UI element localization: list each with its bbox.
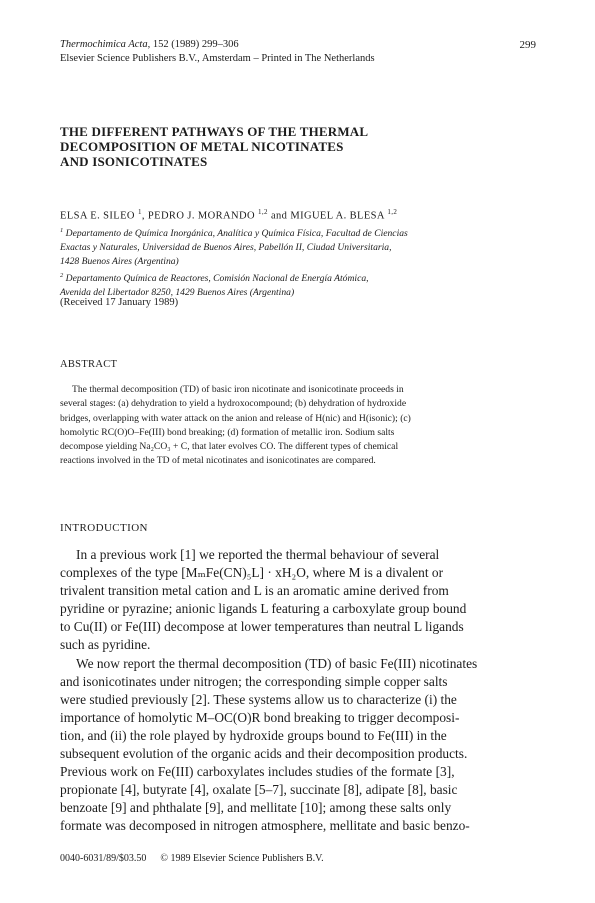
affiliation-text: Departamento Química de Reactores, Comisión Nacional de Energía Atómica, — [63, 273, 369, 285]
affiliation-line — [60, 224, 542, 241]
author-name: and MIGUEL A. BLESA — [267, 210, 385, 222]
abstract-text — [60, 383, 540, 469]
body-line: Previous work on Fe(III) carboxylates includes studies of the formate [3], — [60, 764, 455, 780]
page-number: 299 — [519, 39, 536, 51]
author-affiliation-mark: 1,2 — [257, 208, 268, 216]
author-list — [60, 208, 397, 222]
author-name: ELSA E. SILEO — [60, 210, 135, 222]
body-line: benzoate [9] and phthalate [9], and mellitate [10]; among these salts only — [60, 800, 452, 816]
affiliation-line: 1428 Buenos Aires (Argentina) — [60, 256, 179, 268]
issn-price-code: 0040-6031/89/$03.50 — [60, 853, 147, 864]
article-title — [60, 124, 540, 169]
body-line: were studied previously [2]. These systems allow us to characterize (i) the — [60, 691, 457, 707]
body-line: subsequent evolution of the organic acids and their decomposition products. — [60, 746, 468, 762]
page-header — [60, 38, 536, 66]
body-line: trivalent transition metal cation and L is an aromatic amine derived from — [60, 583, 449, 599]
body-line: pyridine or pyrazine; anionic ligands L featuring a carboxylate group bound — [60, 601, 467, 617]
received-date: (Received 17 January 1989) — [60, 297, 179, 308]
body-line: importance of homolytic M–OC(O)R bond breaking to trigger decomposi- — [60, 709, 460, 725]
abstract-heading: ABSTRACT — [60, 359, 118, 370]
abstract-line: several stages: (a) dehydration to yield a hydroxocompound; (b) dehydration of hydroxide — [60, 398, 407, 410]
volume-pages: 152 (1989) 299–306 — [150, 39, 239, 50]
body-line: We now report the thermal decomposition (TD) of basic Fe(III) nicotinates — [76, 655, 478, 671]
publisher-line: Elsevier Science Publishers B.V., Amsterdam – Printed in The Netherlands — [60, 53, 375, 64]
abstract-line: decompose yielding Na₂CO₃ + C, that later evolves CO. The different types of chemical — [60, 441, 399, 453]
journal-citation — [60, 38, 536, 52]
abstract-line: The thermal decomposition (TD) of basic iron nicotinate and isonicotinate proceeds in — [72, 384, 404, 395]
abstract-line: reactions involved in the TD of metal nicotinates and isonicotinates are compared. — [60, 455, 376, 467]
affiliation-line — [60, 269, 542, 286]
journal-name: Thermochimica Acta, — [60, 39, 151, 50]
affiliations — [60, 224, 542, 300]
author-name: , PEDRO J. MORANDO — [141, 210, 255, 222]
author-affiliation-mark: 1 — [137, 208, 142, 216]
abstract-line: homolytic RC(O)O–Fe(III) bond breaking; (d) formation of metallic iron. Sodium salts — [60, 426, 395, 438]
body-line: tion, and (ii) the role played by hydroxide groups bound to Fe(III) in the — [60, 727, 447, 743]
affiliation-text: Departamento de Química Inorgánica, Analítica y Química Física, Facultad de Ciencias — [63, 228, 408, 240]
body-line: complexes of the type [MₘFe(CN)₅L] · xH₂O, where M is a divalent or — [60, 565, 444, 581]
copyright-notice: © 1989 Elsevier Science Publishers B.V. — [160, 853, 324, 864]
body-line: In a previous work [1] we reported the thermal behaviour of several — [76, 547, 440, 562]
title-line: THE DIFFERENT PATHWAYS OF THE THERMAL — [60, 124, 369, 139]
title-line: AND ISONICOTINATES — [60, 154, 208, 169]
affiliation-line: Avenida del Libertador 8250, 1429 Buenos Aires (Argentina) — [60, 287, 295, 299]
body-line: propionate [4], butyrate [4], oxalate [5–7], succinate [8], adipate [8], basic — [60, 782, 458, 798]
body-line: to Cu(II) or Fe(III) decompose at lower temperatures than neutral L ligands — [60, 619, 464, 635]
affiliation-line: Exactas y Naturales, Universidad de Buenos Aires, Pabellón II, Ciudad Universitaria, — [60, 242, 392, 254]
affiliation-mark: 2 — [60, 272, 64, 280]
introduction-text — [60, 546, 542, 836]
abstract-line: bridges, overlapping with water attack on the anion and release of H(nic) and H(isonic); (c) — [60, 412, 411, 424]
author-affiliation-mark: 1,2 — [387, 208, 398, 216]
title-line: DECOMPOSITION OF METAL NICOTINATES — [60, 139, 344, 154]
body-line: such as pyridine. — [60, 637, 151, 653]
body-line: formate was decomposed in nitrogen atmosphere, mellitate and basic benzo- — [60, 818, 470, 834]
body-line: and isonicotinates under nitrogen; the corresponding simple copper salts — [60, 673, 448, 689]
page-footer — [60, 853, 324, 864]
introduction-heading: INTRODUCTION — [60, 522, 148, 534]
affiliation-mark: 1 — [60, 227, 64, 234]
